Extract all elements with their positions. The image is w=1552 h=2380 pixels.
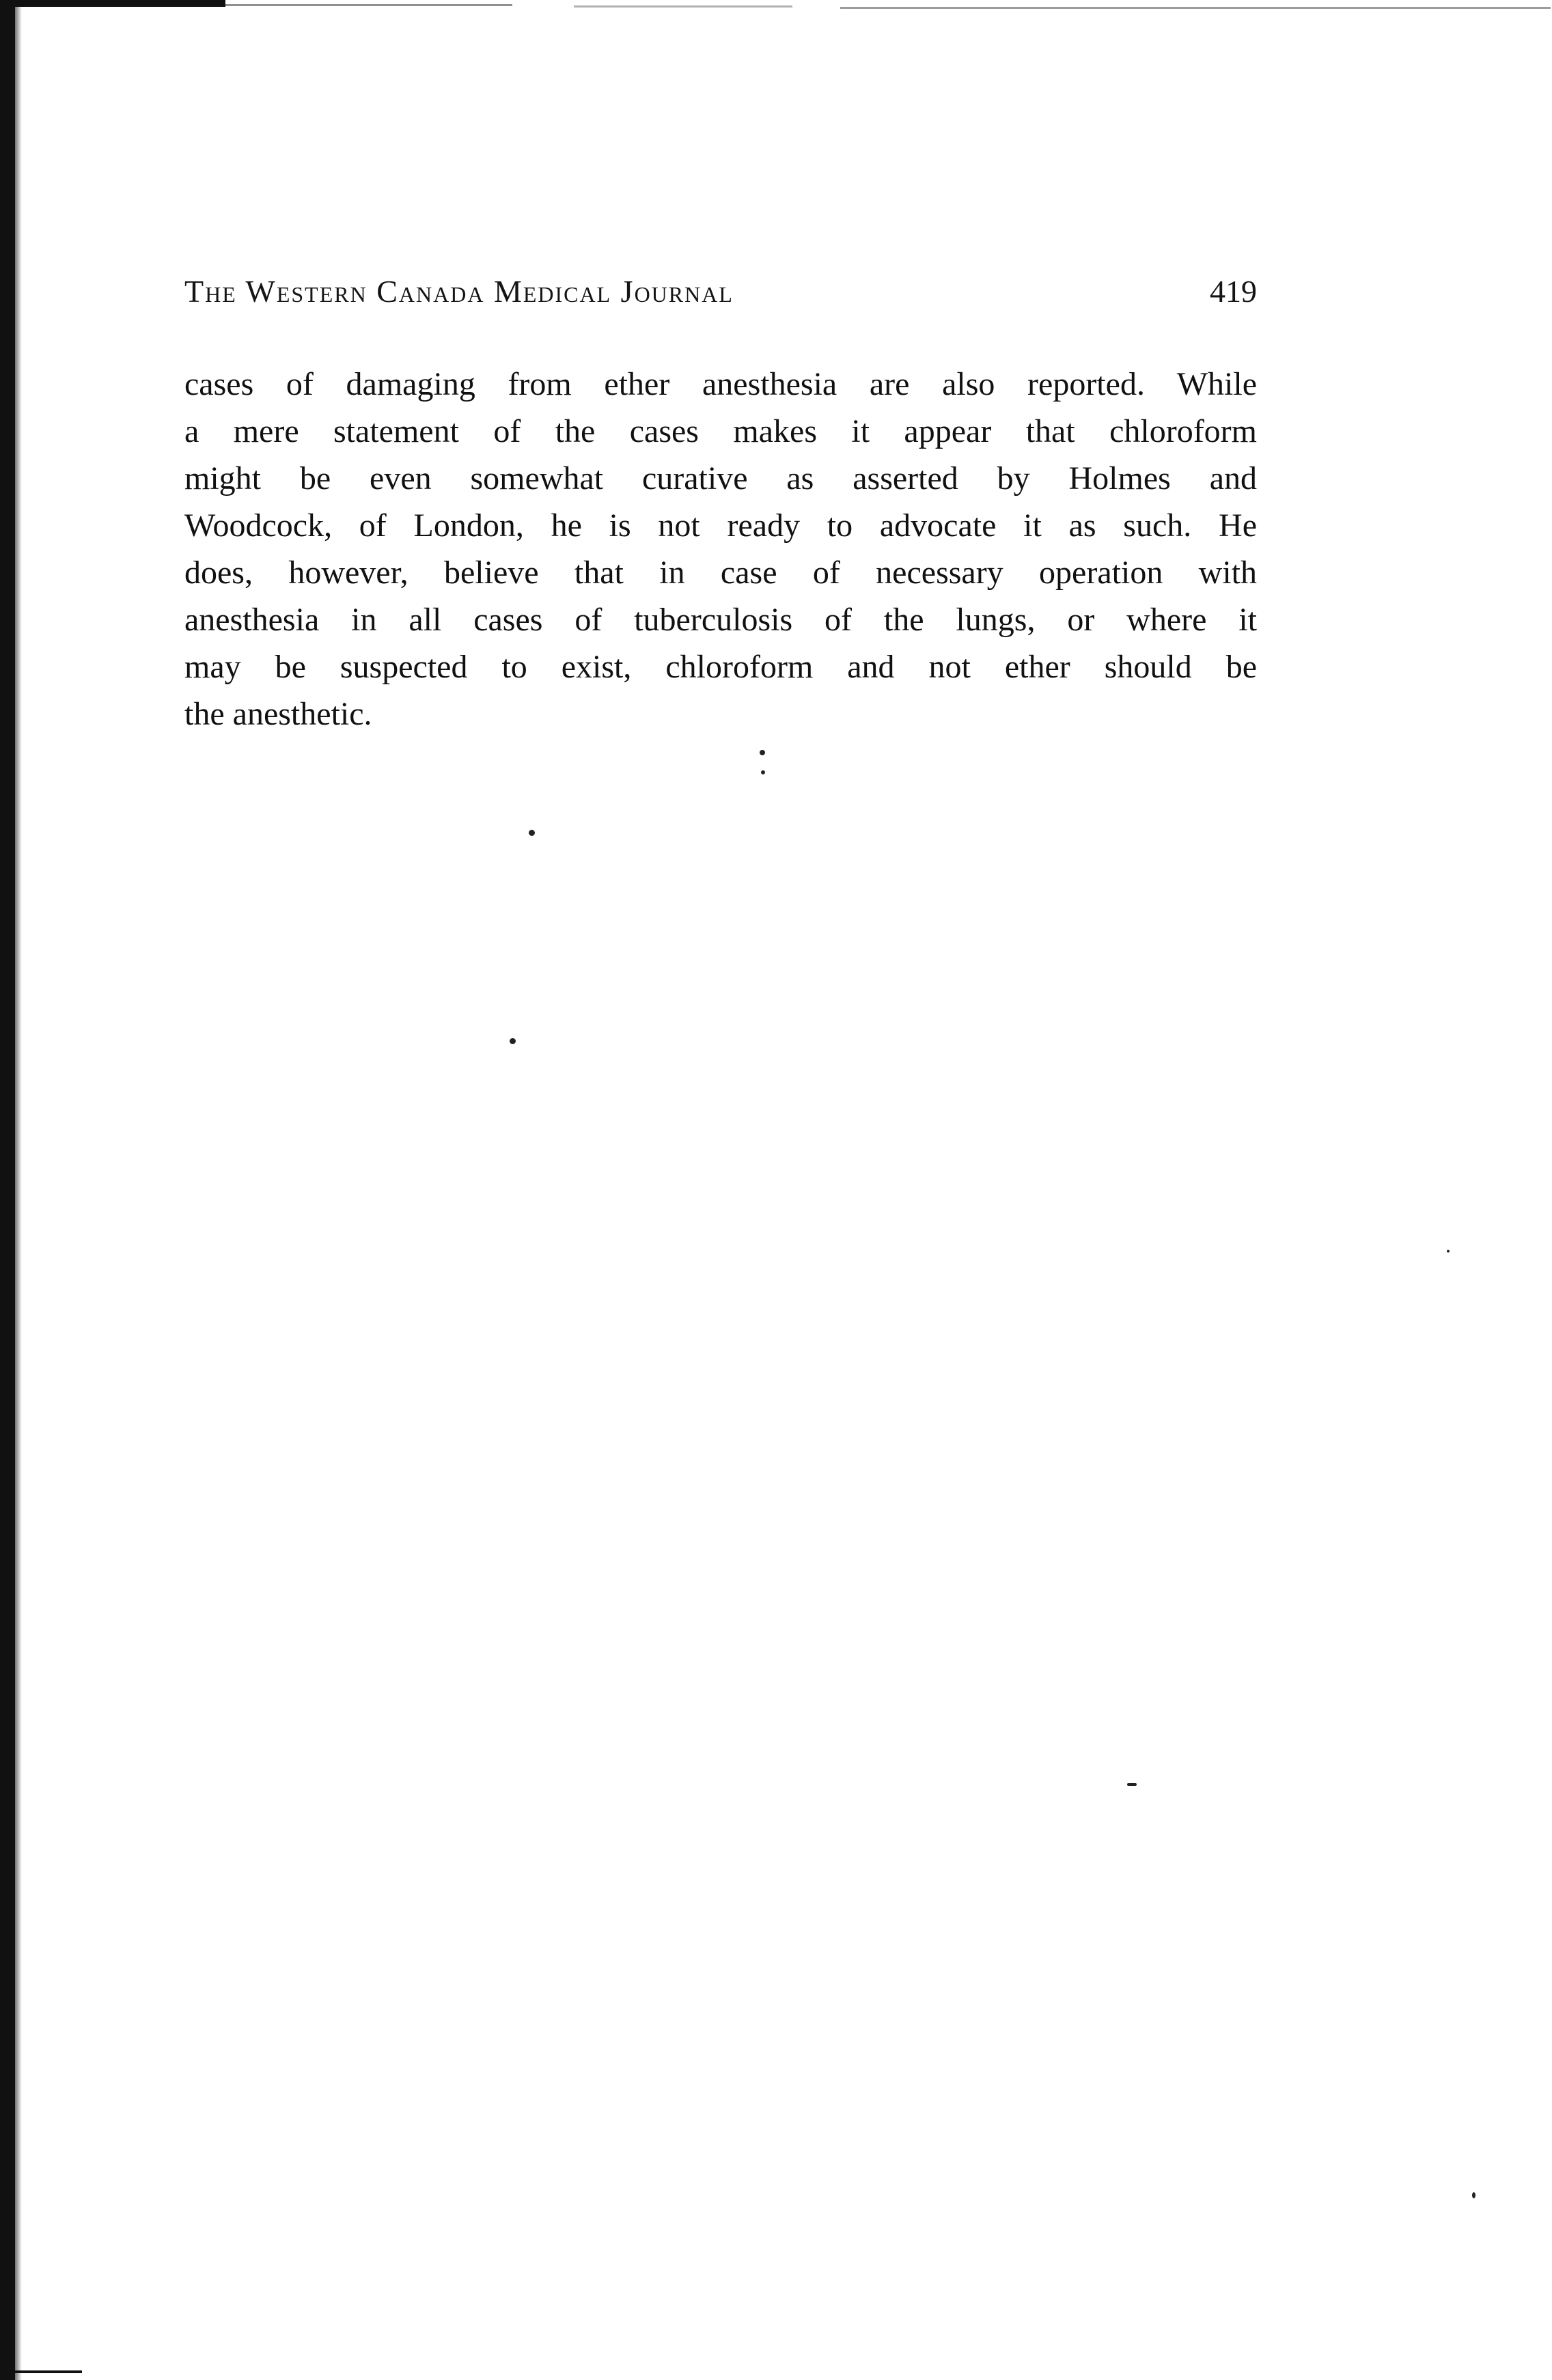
- text-line: does, however, believe that in case of necessary operation with: [184, 555, 1257, 591]
- scan-bottom-edge: [0, 2370, 82, 2373]
- page-number: 419: [1210, 274, 1257, 309]
- scan-binding-edge: [0, 0, 15, 2380]
- scan-top-rule: [225, 4, 512, 6]
- text-line: cases of damaging from ether anesthesia are also reported. While: [184, 366, 1257, 402]
- text-line: the anesthetic.: [184, 696, 372, 732]
- journal-title: The Western Canada Medical Journal: [184, 274, 734, 309]
- text-line: anesthesia in all cases of tuberculosis of the lungs, or where it: [184, 602, 1257, 638]
- scan-speck: [760, 750, 765, 755]
- scan-speck: [761, 770, 765, 774]
- scan-top-rule: [574, 5, 792, 8]
- text-line: might be even somewhat curative as asserted by Holmes and: [184, 460, 1257, 496]
- text-line: a mere statement of the cases makes it appear that chloroform: [184, 413, 1257, 449]
- scan-speck: [1472, 2192, 1475, 2198]
- scan-speck: [529, 830, 535, 836]
- scan-binding-shadow: [15, 0, 22, 2380]
- body-paragraph: [184, 361, 1257, 738]
- scan-speck: [1447, 1250, 1450, 1252]
- scan-speck: [1127, 1783, 1137, 1786]
- text-line: Woodcock, of London, he is not ready to advocate it as such. He: [184, 507, 1257, 544]
- scan-top-rule: [840, 7, 1551, 9]
- running-head: [184, 273, 1257, 321]
- scan-top-edge: [0, 0, 225, 7]
- scan-speck: [510, 1038, 516, 1044]
- text-line: may be suspected to exist, chloroform and not ether should be: [184, 649, 1257, 685]
